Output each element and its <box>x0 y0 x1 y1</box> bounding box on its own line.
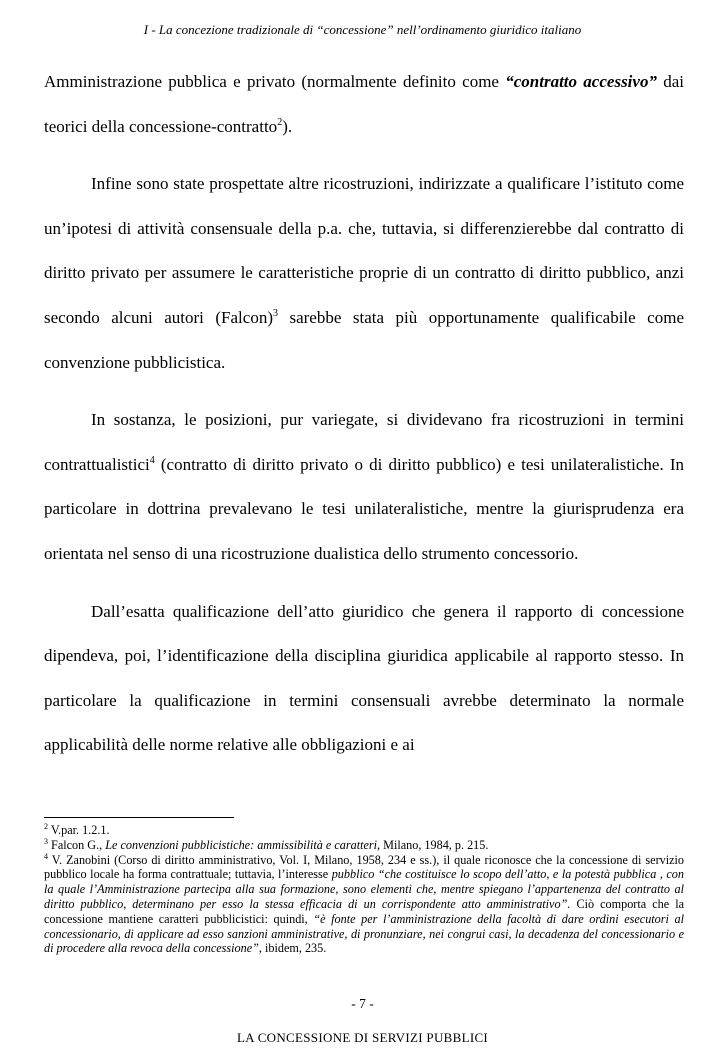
running-header: I - La concezione tradizionale di “concessione” nell’ordinamento giuridico italiano <box>143 22 582 37</box>
footnote-ref-3[interactable]: 3 <box>272 307 278 319</box>
page-number: - 7 - <box>351 996 374 1011</box>
paragraph-3: Dall’esatta qualificazione dell’atto giuridico che genera il rapporto di concessione dipendeva, poi, l’identificazione della disciplina giuridica applicabile al rapporto stesso. In particolare la qualificazione in termini consensuali avrebbe determinato la normale applicabilità delle norme relative alle obbligazioni e ai <box>44 601 684 755</box>
footnote-ref-4[interactable]: 4 <box>149 454 155 466</box>
footnote-2: $^2$ V.par. 1.2.1. <box>44 822 110 837</box>
footnotes <box>44 823 684 956</box>
footnote-ref-2[interactable]: 2 <box>277 116 283 128</box>
footnote-divider <box>44 817 234 818</box>
emphasis-term: “contratto accessivo” <box>505 72 657 91</box>
running-footer: LA CONCESSIONE DI SERVIZI PUBBLICI <box>236 1030 489 1045</box>
body-text <box>44 60 684 768</box>
paragraph-continuation: Amministrazione pubblica e privato (normalmente definito come “contratto accessivo” dai teorici della concessione-contratto$^2$). <box>44 72 684 136</box>
paragraph-2: In sostanza, le posizioni, pur variegate, si dividevano fra ricostruzioni in termini contrattualistici$^4$ (contratto di diritto privato o di diritto pubblico) e tesi unilateralistiche. In particolare in dottrina prevalevano le tesi unilateralistiche, mentre la giurisprudenza era orientata nel senso di una ricostruzione dualistica dello strumento concessorio. <box>44 410 684 563</box>
paragraph-1: Infine sono state prospettate altre ricostruzioni, indirizzate a qualificare l’istituto come un’ipotesi di attività consensuale della p.a. che, tuttavia, si differenzierebbe dal contratto di diritto privato per assumere le caratteristiche proprie di un contratto di diritto pubblico, anzi secondo alcuni autori (Falcon)$^3$ sarebbe stata più opportunamente qualificabile come convenzione pubblicistica. <box>44 174 684 372</box>
footnote-3: $^3$ Falcon G., Le convenzioni pubblicistiche: ammissibilità e caratteri, Milano, 1984, p. 215. <box>44 836 489 852</box>
footnote-4: $^4$ V. Zanobini (Corso di diritto amministrativo, Vol. I, Milano, 1958, 234 e ss.), il quale riconosce che la concessione di servizio pubblico locale ha forma contrattuale; tuttavia, l’interesse pubblico “che costituisce lo scopo dell’atto, e la potestà pubblica , con la quale l’Amministrazione partecipa alla sua formazione, sono elementi che, mentre spiegano l’appartenenza del contratto al diritto pubblico, determinano per esso la stessa efficacia di un corrispondente atto amministrativo”. Ciò comporta che la concessione mantiene caratteri pubblicistici: quindi, “è fonte per l’amministrazione della facoltà di dare ordini esecutori al concessionario, di applicare ad esso sanzioni amministrative, di pronunziare, nei congrui casi, la decadenza del concessionario e di procedere alla revoca della concessione”, ibidem, 235. <box>44 851 684 956</box>
